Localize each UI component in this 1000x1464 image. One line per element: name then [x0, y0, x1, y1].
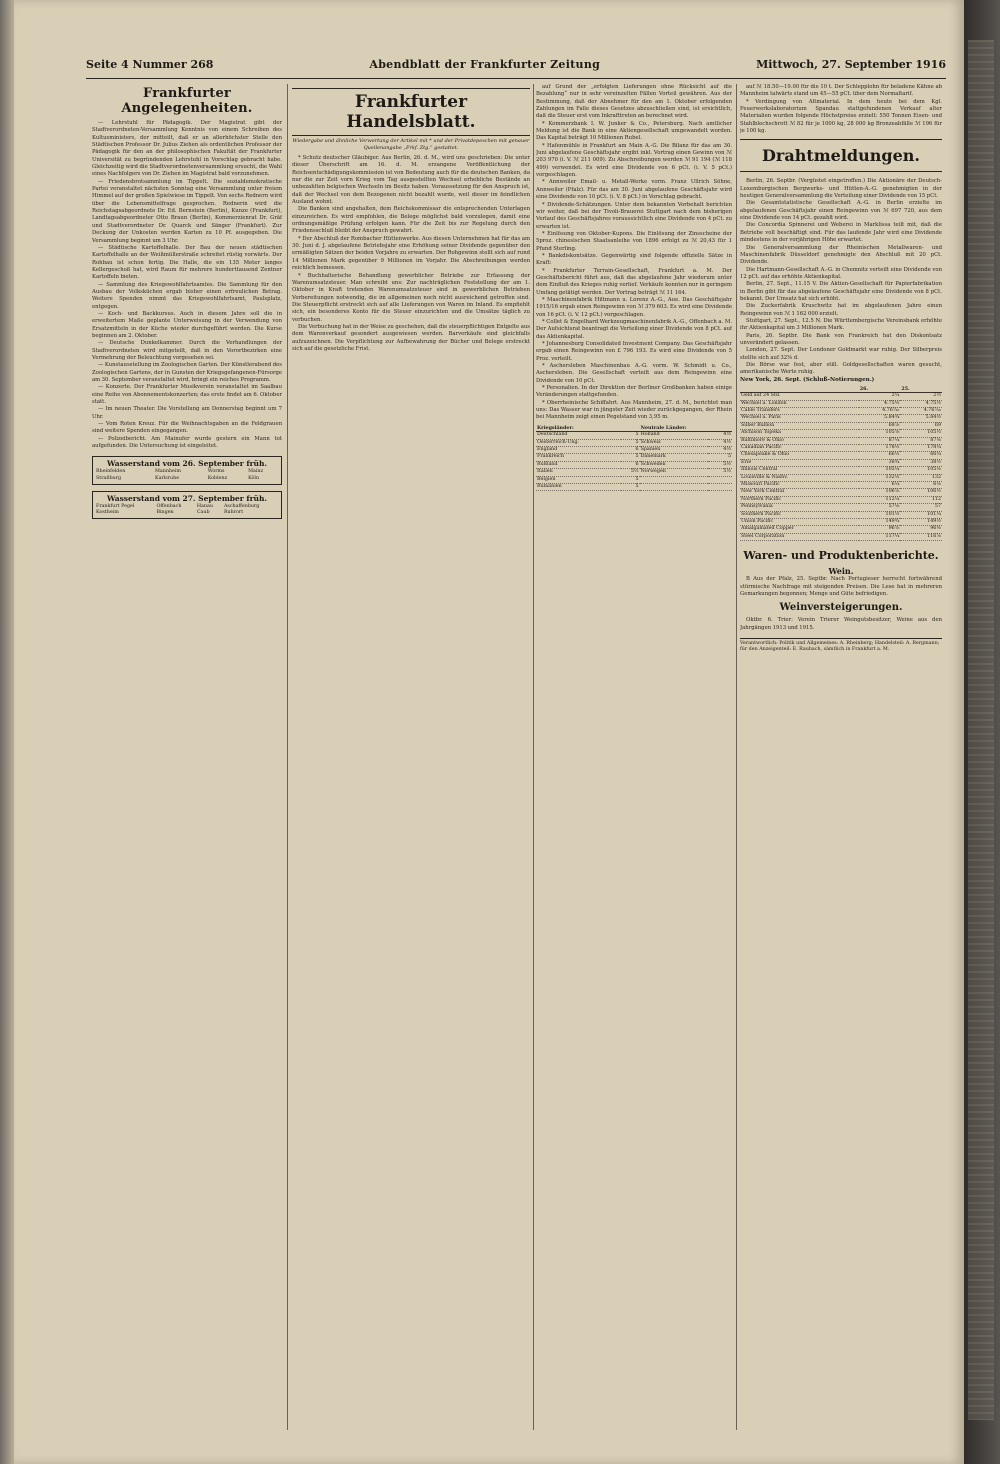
market-notes-body	[740, 84, 942, 135]
table-row	[740, 504, 942, 511]
table-row	[740, 415, 942, 422]
table-cell: Northern Pacific	[740, 496, 859, 503]
column-local-news	[92, 84, 282, 1430]
table-cell: Deutschland	[536, 432, 621, 439]
table-cell: 4½	[708, 439, 732, 446]
table-row	[740, 430, 942, 437]
table-cell: Mainz	[248, 469, 263, 475]
wine-auction-body	[740, 617, 942, 632]
table-row	[95, 476, 279, 482]
table-cell: Atchison Topeka	[740, 430, 859, 437]
table-cell: Geld auf 24 Std.	[740, 393, 859, 400]
masthead-rule	[86, 78, 946, 79]
table-row	[536, 476, 732, 483]
table-row	[740, 533, 942, 540]
article-paragraph: * Oberrheinische Schiffahrt. Aus Mannheim, 27. d. M., berichtet man uns: Das Wasser war in jüngster Zeit wieder zurückgegangen, der Rhein bei Mannheim zeigt einen Pegelstand von 3,95 m.	[536, 399, 732, 421]
table-cell: 105½	[900, 430, 942, 437]
table-row	[740, 474, 942, 481]
table-cell: 132½	[859, 474, 901, 481]
article-paragraph: * Dividende-Schätzungen. Unter dem bekannten Vorbehalt berichten wir weiter, daß bei der Tivoli-Brauerei Stuttgart nach dem bisherigen Verlauf des Geschäftsjahres voraussichtlich eine Dividende von 4 pCt. zu erwarten ist.	[536, 201, 732, 230]
article-paragraph: London, 27. Sept. Der Londoner Goldmarkt war ruhig. Der Silberpreis stellte sich auf 32⅝ d.	[740, 347, 942, 361]
table-cell: 112	[900, 496, 942, 503]
table-cell: Dänemark	[640, 454, 708, 461]
table-cell: Italien	[536, 469, 621, 476]
table-cell: Aschaffenburg	[223, 503, 260, 509]
table-cell: Cable Transfers	[740, 407, 859, 414]
article-paragraph: * Bankdiskontsätze. Gegenwärtig sind folgende offizielle Sätze in Kraft:	[536, 252, 732, 267]
table-cell: 5	[621, 432, 640, 439]
column-handelsblatt	[292, 84, 530, 1430]
table-cell: 149½	[900, 519, 942, 526]
table-row	[740, 452, 942, 459]
section-heading-drahtmeldungen: Drahtmeldungen.	[740, 139, 942, 172]
water-level-title-1: Wasserstand vom 26. September früh.	[106, 459, 268, 469]
table-cell: Schweden	[640, 461, 708, 468]
table-cell: Caub	[196, 510, 210, 516]
article-paragraph: * Kommerzbank I. W. Junker & Co., Petersburg. Nach amtlicher Meldung ist die Bank in eine Aktiengesellschaft umgewandelt worden. Das Kapital beträgt 10 Millionen Rubel.	[536, 120, 732, 142]
article-paragraph: B Aus der Pfalz, 25. Septbr. Nach Portugieser herrscht fortwährend stürmische Nachfrage mit steigenden Preisen. Die Lese hat in mehreren Gemarkungen begonnen; Menge und Güte befriedigen.	[740, 576, 942, 597]
table-cell: 4.76⁷⁄₁₆	[859, 407, 901, 414]
table-cell: Wechsel a. London	[740, 400, 859, 407]
table-cell: Belgien	[536, 476, 621, 483]
section-heading-handelsblatt: Frankfurter Handelsblatt.	[292, 88, 530, 136]
table-cell: 6	[621, 461, 640, 468]
table-cell: Hanau	[196, 503, 213, 509]
table-row	[740, 481, 942, 488]
article-paragraph: * Hafenmühle in Frankfurt am Main A.-G. Die Bilanz für das am 30. Juni abgelaufene Geschäftsjahr ergibt inkl. Vortrag einen Gewinn von ℳ 203 970 (i. V. ℳ 211 009). Zu Abschreibungen werden ℳ 91 194 (ℳ 118 499) verwendet. Es wird eine Dividende von 6 pCt. (i. V. 5 pCt.) vorgeschlagen.	[536, 142, 732, 179]
article-paragraph: — Kunstausstellung im Zoologischen Garten. Der Künstlerabend des Zoologischen Gartens, der in Gunsten der Kriegsgefangenen-Fürsorge am 30. September veranstaltet wird, bringt ein reiches Programm.	[92, 362, 282, 384]
table-cell: 132	[900, 474, 942, 481]
table-cell: Canadian Pacific	[740, 444, 859, 451]
article-paragraph: Die Concordia Spinnerei und Weberei in Marklissa teilt mit, daß die Betriebe voll beschäftigt sind. Für das laufende Jahr wird eine Dividende mindestens in der vorjährigen Höhe erwartet.	[740, 222, 942, 244]
reprint-notice: Wiedergabe und ähnliche Verwertung der Artikel mit * und der Privatdepeschen mit genauer Quellenangabe „Frkf. Ztg.“ gestattet.	[292, 138, 530, 151]
article-paragraph: — Koch- und Backkursus. Auch in diesem Jahre soll die in erweitertem Maße geplante Unterweisung in der Verwendung von Ersatzmitteln in der Küche wieder durchgeführt werden. Die Kurse beginnen am 2. Oktober.	[92, 310, 282, 339]
scan-edge	[0, 0, 14, 1464]
table-cell: Southern Pacific	[740, 511, 859, 518]
table-cell: Illinois Central	[740, 467, 859, 474]
table-cell: Karlsruhe	[155, 475, 180, 481]
adjacent-page-edge	[964, 0, 1000, 1464]
article-paragraph: * Der Abschluß der Rombacher Hüttenwerke. Aus diesen Unternehmen hat für das am 30. Juni d. J. abgelaufene Betriebsjahr eine Erhöhung seiner Dividende gegenüber den ermäßigten Sätzen der beiden Vorjahre zu erwarten. Der Rohgewinn stellt sich auf rund 14 Millionen Mark gegenüber 9 Millionen im Vorjahr. Die Abschreibungen werden reichlich bemessen.	[292, 235, 530, 272]
table-cell: Wechsel a. Paris	[740, 415, 859, 422]
table-cell: 105¼	[859, 467, 901, 474]
table-cell: 106½	[900, 489, 942, 496]
table-cell: Schweiz	[640, 439, 708, 446]
table-cell: Pennsylvania	[740, 504, 859, 511]
table-cell: 106⅞	[859, 489, 901, 496]
article-paragraph: * Johannesburg Consolidated Investment Company. Das Geschäftsjahr ergab einen Reingewinn von £ 796 193. Es wird eine Dividende von 5 Proz. verteilt.	[536, 341, 732, 362]
table-cell: 5	[621, 439, 640, 446]
discount-rate-table	[536, 425, 732, 492]
page-masthead	[86, 58, 946, 76]
table-cell	[708, 484, 732, 491]
table-cell: 5	[621, 484, 640, 491]
table-cell: 5½	[708, 469, 732, 476]
column-rule	[287, 84, 288, 1430]
table-cell: 101¼	[900, 511, 942, 518]
commodity-body	[740, 576, 942, 598]
table-cell: Rheinfelden	[96, 469, 126, 475]
article-paragraph: Die Verbuchung hat in der Weise zu geschehen, daß die steuerpflichtigen Entgelte aus dem Warenverkauf gesondert ausgewiesen werden. Barverkäufe sind gleichfalls aufzuzeichnen. Die Verpflichtung zur Aufbewahrung der Bücher und Belege erstreckt sich auf die gesetzliche Frist.	[292, 323, 530, 352]
article-paragraph: Berlin, 27. Sept., 11.15 V. Die Aktien-Gesellschaft für Papierfabrikation in Berlin gibt für das abgelaufene Geschäftsjahr eine Dividende von 8 pCt. bekannt. Der Umsatz hat sich erhöht.	[740, 281, 942, 302]
stock-table-title: New York, 26. Sept. (Schluß-Notierungen.)	[740, 376, 875, 383]
table-cell: 38½	[900, 459, 942, 466]
page-number: Seite 4 Nummer 268	[86, 58, 214, 71]
stock-rows	[740, 393, 942, 541]
article-paragraph: Paris, 26. Septbr. Die Bank von Frankreich hat den Diskontsatz unverändert gelassen.	[740, 332, 942, 346]
table-row	[740, 489, 942, 496]
table-cell	[640, 476, 708, 483]
newspaper-title: Abendblatt der Frankfurter Zeitung	[369, 58, 601, 71]
article-paragraph: * Collet & Engelhard Werkzeugmaschinenfabrik A.-G., Offenbach a. M. Der Aufsichtsrat beantragt die Verteilung einer Dividende von 8 pCt. auf das Aktienkapital.	[536, 319, 732, 340]
table-cell: 68⅞	[859, 422, 901, 429]
article-paragraph: * Personalien. In der Direktion der Berliner Großbanken haben einige Veränderungen stattgefunden.	[536, 385, 732, 399]
table-cell: Ruhrort	[223, 510, 244, 516]
table-cell: 105⅝	[859, 430, 901, 437]
table-row	[740, 467, 942, 474]
section-heading-waren: Waren- und Produktenberichte.	[743, 549, 939, 563]
table-cell: 96⅝	[859, 526, 901, 533]
water-level-title-2: Wasserstand vom 27. September früh.	[106, 493, 268, 503]
table-cell: 38¾	[859, 459, 901, 466]
table-cell: Frankreich	[536, 454, 621, 461]
issue-date: Mittwoch, 27. September 1916	[756, 58, 946, 71]
table-cell: Straßburg	[96, 475, 122, 481]
section-heading-weinversteigerungen: Weinversteigerungen.	[779, 602, 903, 614]
table-cell: 105⅛	[900, 467, 942, 474]
article-paragraph: Die Börse war fest, aber still. Goldgesellschaften waren gesucht, amerikanische Werte ruhig.	[740, 362, 942, 376]
table-cell: Oesterreich-Ung.	[536, 439, 621, 446]
table-row	[95, 510, 279, 516]
table-cell: 6	[621, 447, 640, 454]
column-rule	[533, 84, 534, 1430]
table-cell: 4.75½	[859, 400, 901, 407]
table-cell: Rumänien	[536, 484, 621, 491]
table-cell: Steel Corporation	[740, 533, 859, 540]
article-paragraph: — Im neuen Theater. Die Vorstellung am Donnerstag beginnt um 7 Uhr.	[92, 406, 282, 420]
table-cell: 4.76⁷⁄₁₆	[900, 407, 942, 414]
table-cell	[708, 476, 732, 483]
table-cell: 5.84¾	[859, 415, 901, 422]
table-cell: 66¼	[900, 452, 942, 459]
table-row	[740, 422, 942, 429]
table-cell: 101½	[859, 511, 901, 518]
article-paragraph: Berlin, 26. Septbr. (Vergüstet eingetroffen.) Die Aktionäre der Deutsch-Luxemburgischen Bergwerks- und Hütten-A.-G. genehmigten in der heutigen Generalversammlung die Verteilung einer Dividende von 15 pCt.	[740, 178, 942, 200]
table-cell: Koblenz	[207, 475, 228, 481]
table-cell: Spanien	[640, 447, 708, 454]
article-paragraph: — Lehrstuhl für Pädagogik. Der Magistrat gibt der Stadtverordneten-Versammlung Kenntnis von einem Schreiben des Kultusministers, der mitteilt, daß er an allerhöchster Stelle den Städtischen Professor Dr. Julius Ziehen als ordentlichen Professor der Pädagogik für den an der philosophischen Fakultät der Frankfurter Universität zu begründenden Lehrstuhl in Vorschlag gebracht habe. Gleichzeitig wird die Stadtverordnetenversammlung ersucht, die Wahl eines Nachfolgers von Dr. Ziehen im Magistrat bald vorzunehmen.	[92, 120, 282, 178]
article-paragraph: Die Hartmann-Gesellschaft A.-G. in Chemnitz verteilt eine Dividende von 12 pCt. auf das erhöhte Aktienkapital.	[740, 266, 942, 280]
article-paragraph: * Maschinenfabrik Hiltmann u. Lorenz A.-G., Aue. Das Geschäftsjahr 1915/16 ergab einen Reingewinn von ℳ 379 603. Es wird eine Dividende von 16 pCt. (i. V. 12 pCt.) vorgeschlagen.	[536, 296, 732, 318]
table-row	[740, 400, 942, 407]
article-paragraph: Oktbr. 6. Trier: Verein Trierer Weingutsbesitzer, Weine aus den Jahrgängen 1913 und 1915.	[740, 617, 942, 631]
table-cell: 96⅜	[900, 526, 942, 533]
water-level-box-2	[92, 491, 282, 519]
new-york-stock-table	[740, 386, 942, 542]
table-cell: Holland	[640, 432, 708, 439]
article-paragraph: * Aschersleben Maschinenbau A.-G. vorm. W. Schmidt u. Co., Aschersleben. Die Gesellschaft verteilt aus dem Reingewinn eine Dividende von 10 pCt.	[536, 363, 732, 384]
table-row	[740, 519, 942, 526]
table-row	[536, 484, 732, 491]
table-row	[740, 496, 942, 503]
table-row	[536, 447, 732, 454]
article-paragraph: auf Grund der „erfolgten Lieferungen ohne Rücksicht auf die Bezahlung“ nur in sehr vereinzelten Fällen Vorteil gewähren. Aus der Bestimmung, daß der Abnehmer für den am 1. Oktober erfolgenden Zahlungen im Falle dieses Gesetzes abzuschließen sind, ist ersichtlich, daß die Steuer erst vom Inkrafttreten an berechnet wird.	[536, 84, 732, 120]
column-telegrams	[740, 84, 942, 1430]
article-paragraph: — Konzerte. Der Frankfurter Musikverein veranstaltet im Saalbau eine Reihe von Abonnementskonzerten; das erste findet am 6. Oktober statt.	[92, 384, 282, 406]
article-paragraph: Stuttgart, 27. Sept., 12.5 N. Die Württembergische Vereinsbank erhöhte ihr Aktienkapital um 3 Millionen Mark.	[740, 317, 942, 332]
section-heading-frankfurt: Frankfurter Angelegenheiten.	[121, 86, 253, 116]
table-cell: 116⅞	[900, 533, 942, 540]
article-paragraph: — Städtische Kartoffelhalle. Der Bau der neuen städtischen Kartoffelhalle an der Weißmüllerstraße schreitet rüstig vorwärts. Der Rohbau ist schon fertig. Die Halle, die ein 135 Meter langes Kellergeschoß hat, wird Raum für mehrere hunderttausend Zentner Kartoffeln bieten.	[92, 244, 282, 281]
table-cell: 5.84½	[900, 415, 942, 422]
table-cell: 149¾	[859, 519, 901, 526]
handelsblatt-body	[292, 155, 530, 353]
water-level-table-2	[95, 504, 279, 516]
table-cell: Bingen	[156, 510, 174, 516]
subsection-wein: Wein.	[828, 566, 854, 577]
table-cell: Louisville & Nashv.	[740, 474, 859, 481]
table-row	[740, 393, 942, 400]
table-row	[740, 407, 942, 414]
article-paragraph: — Sammlung des Kriegswohlfahrtsamtes. Die Sammlung für den Ausbau der Volksküchen ergab bisher einen erfreulichen Betrag. Weitere Spenden nimmt das Kriegswohlfahrtsamt, Paulsplatz, entgegen.	[92, 281, 282, 310]
table-cell: 4½	[708, 447, 732, 454]
article-paragraph: auf ℳ 18.50—19.00 für die 10 t. Der Schlepplohn für beladene Kähne ab Mannheim talwärts stand um 45—55 pCt. über dem Normaltarif.	[740, 84, 942, 98]
table-cell: 2¼	[859, 393, 901, 400]
table-cell: 57	[900, 504, 942, 511]
table-row	[536, 439, 732, 446]
discount-header-neutral: Neutrale Länder:	[640, 425, 732, 432]
table-header-cell: 25.	[900, 386, 942, 393]
table-cell: 69	[900, 422, 942, 429]
discount-rows	[536, 432, 732, 491]
table-cell: Köln	[248, 475, 260, 481]
table-header-cell: 26.	[859, 386, 901, 393]
article-paragraph: Die Banken sind angehalten, dem Reichskommissar die entsprechenden Unterlagen einzureichen. Es wird empfohlen, die Belege möglichst bald vorzulegen, damit eine ordnungsmäßige Prüfung erfolgen kann. Für die Zeit bis zur Regelung durch den Friedensschluß bleibt der Anspruch gewahrt.	[292, 206, 530, 235]
table-cell: 112¼	[859, 496, 901, 503]
article-paragraph: * Einlösung von Oktober-Kupons. Die Einlösung der Zinsscheine der 5proz. chinesischen Staatsanleihe von 1896 erfolgt zu ℳ 20,43 für 1 Pfund Sterling.	[536, 230, 732, 252]
table-cell: Missouri Pacific	[740, 481, 859, 488]
table-cell: 178½	[859, 444, 901, 451]
table-cell: Frankfurt Pegel	[96, 503, 135, 509]
table-row	[536, 432, 732, 439]
imprint-footer: Verantwortlich: Politik und Allgemeines: A. Rheinberg; Handelsteil: A. Bergmann; für den Anzeigenteil: E. Raubach, sämtlich in Frankfurt a. M.	[740, 638, 942, 653]
water-level-box-1	[92, 456, 282, 484]
table-cell: Rußland	[536, 461, 621, 468]
table-cell: 57⅛	[859, 504, 901, 511]
table-cell: 5	[621, 454, 640, 461]
table-header-cell	[740, 386, 859, 393]
table-row	[740, 526, 942, 533]
article-paragraph: * Buchhalterische Behandlung gewerblicher Betriebe zur Erfassung der Warenumsatzsteuer. Man schreibt uns: Zur nachträglichen Feststellung der am 1. Oktober in Kraft tretenden Warenumsatzsteuer sind in gewerblichen Betrieben Vorbereitungen notwendig, die im allgemeinen noch nicht ausreichend getroffen sind. Die Steuerpflicht erstreckt sich auf alle Lieferungen von Waren im Inland. Es empfiehlt sich, ein besonderes Konto für die Steuer einzurichten und die Umsätze täglich zu verbuchen.	[292, 272, 530, 323]
discount-header-war: Kriegsländer:	[536, 425, 640, 432]
table-cell: 6¼	[859, 481, 901, 488]
table-cell: New York Central	[740, 489, 859, 496]
table-row	[740, 459, 942, 466]
table-cell: Norwegen	[640, 469, 708, 476]
table-cell: Chesapeake & Ohio	[740, 452, 859, 459]
table-row	[740, 444, 942, 451]
table-row	[536, 454, 732, 461]
column-rule	[736, 84, 737, 1430]
article-paragraph: — Polizeibericht. Am Mainufer wurde gestern ein Mann tot aufgefunden. Die Untersuchung ist eingeleitet.	[92, 435, 282, 450]
table-cell: 87¼	[859, 437, 901, 444]
article-paragraph: * Verdingung von Altmaterial. In dem heute bei dem Kgl. Feuerwerkslaboratorium Spandau stattgefundenen Verkauf alter Materialien wurden folgende Höchstpreise erzielt: 550 Tonnen Eisen- und Stahlblechschrott ℳ 82 für je 1000 kg, 28 000 kg Bronzeabfälle ℳ 196 für je 100 kg.	[740, 98, 942, 135]
article-paragraph: * Schutz deutscher Gläubiger. Aus Berlin, 26. d. M., wird uns geschrieben: Die unter dieser Überschrift am 16. d. M. erzangene Veröffentlichung der Reichsentschädigungskommission ist von Bedeutung auch für die deutschen Banken, da nur die zur Zeit vorn Krieg vom Tag ausgestellten Wechsel erhebliche Bestände an unbezahlten belgischen Wechseln im Besitz haben. Voraussetzung für den Anspruch ist, daß der Wechsel von dem Bezogenen nicht bezahlt wurde, weil dieser im feindlichen Ausland wohnt.	[292, 155, 530, 206]
article-paragraph: * Frankfurter Terrain-Gesellschaft, Frankfurt a. M. Der Geschäftsbericht führt aus, daß das abgelaufene Jahr wiederum unter dem Einfluß des Krieges ruhig verlief. Verkäufe konnten nur in geringem Umfang getätigt werden. Der Vortrag beträgt ℳ 11 164.	[536, 267, 732, 296]
table-cell: Silber Bullion	[740, 422, 859, 429]
table-cell: 178¼	[900, 444, 942, 451]
stock-table-header	[740, 386, 942, 393]
table-cell: 5½	[708, 461, 732, 468]
table-cell: 2½	[900, 393, 942, 400]
article-paragraph: — Vom Roten Kreuz. Für die Weihnachtsgaben an die Feldgrauen sind weitere Spenden eingegangen.	[92, 421, 282, 435]
table-cell: Kostheim	[96, 510, 119, 516]
table-cell: 5½	[621, 469, 640, 476]
table-cell: Union Pacific	[740, 519, 859, 526]
article-paragraph: — Deutsche Dunkelkammer. Durch die Verhandlungen der Stadtverordneten wird mitgeteilt, daß in den Vorortbezirken eine Vermehrung der Beleuchtung vorgesehen sei.	[92, 340, 282, 361]
table-cell: 6⅛	[900, 481, 942, 488]
table-row	[536, 469, 732, 476]
table-cell: Erie	[740, 459, 859, 466]
table-cell: 4½	[708, 432, 732, 439]
table-cell: Mannheim	[155, 469, 181, 475]
local-news-body	[92, 120, 282, 450]
table-cell: Worms	[207, 469, 225, 475]
table-row	[536, 461, 732, 468]
article-paragraph: Die Gesamtstatistische Gesellschaft A.-G. in Berlin erzielte im abgelaufenen Geschäftsjahr einen Reingewinn von ℳ 697 720, aus dem eine Dividende von 14 pCt. gezahlt wird.	[740, 200, 942, 222]
article-paragraph: — Friedensbrotsammlung im Tippelt. Die sozialdemokratische Partei veranstaltet nächsten Sonntag eine Versammlung unter freiem Himmel auf der großen Spielwiese im Tippelt. Von sechs Rednern wird über die Lebensmittelfrage gesprochen. Rednerin wird die Reichstagsabgeordnete Dr. Ed. Bernstein (Berlin), Kunze (Frankfurt), Landtagsabgeordneter Otto Braun (Berlin), Kommerzienrat Dr. Gräf und Stadtverordneter Dr. Quarck und Sänger (Frankfurt). Zur Deckung der Unkosten werden Karten zu 10 Pf. ausgegeben. Die Versammlung beginnt um 3 Uhr.	[92, 178, 282, 244]
table-cell: 5	[708, 454, 732, 461]
article-paragraph: Die Generalversammlung der Rheinischen Metallwaren- und Maschinenfabrik Düsseldorf genehmigte den Abschluß mit 20 pCt. Dividende.	[740, 244, 942, 266]
article-paragraph: Die Zuckerfabrik Kruschwitz hat im abgelaufenen Jahre einen Reingewinn von ℳ 1 162 000 erzielt.	[740, 303, 942, 317]
table-cell: Amalgamated Copper	[740, 526, 859, 533]
table-cell: 4.75½	[900, 400, 942, 407]
article-paragraph: * Annweiler Email- u. Metall-Werke vorm. Franz Ullrich Söhne, Annweiler (Pfalz). Für das am 30. Juni abgelaufene Geschäftsjahr wird eine Dividende von 10 pCt. (i. V. 8 pCt.) in Vorschlag gebracht.	[536, 179, 732, 201]
business-news-body	[536, 84, 732, 422]
table-cell: Offenbach	[156, 503, 182, 509]
table-cell: Baltimore & Ohio	[740, 437, 859, 444]
table-cell: 87⅛	[900, 437, 942, 444]
table-cell: 66½	[859, 452, 901, 459]
table-cell	[640, 484, 708, 491]
telegram-body	[740, 178, 942, 376]
column-business-news	[536, 84, 732, 1430]
table-row	[740, 437, 942, 444]
table-cell: 5	[621, 476, 640, 483]
table-cell: England	[536, 447, 621, 454]
table-row	[740, 511, 942, 518]
table-cell: 117¼	[859, 533, 901, 540]
water-level-table-1	[95, 469, 279, 481]
